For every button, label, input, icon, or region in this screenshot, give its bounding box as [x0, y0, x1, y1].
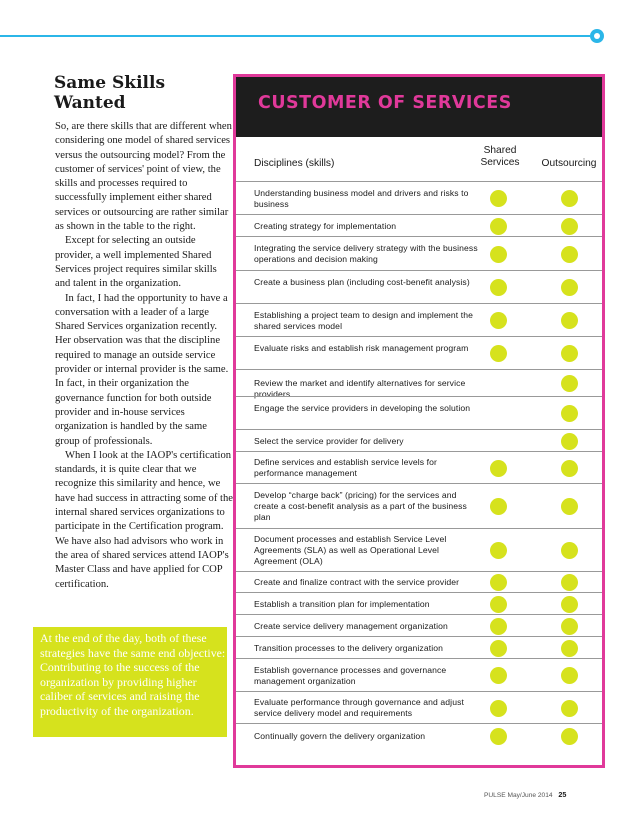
shared-services-dot — [490, 312, 507, 329]
row-label: Transition processes to the delivery organization — [254, 643, 443, 653]
customer-of-services-table — [233, 74, 605, 768]
outsourcing-dot — [561, 279, 578, 296]
shared-services-dot — [490, 460, 507, 477]
row-label: Create service delivery management organization — [254, 621, 448, 631]
paragraph: When I look at the IAOP's certification standards, it is quite clear that we recognize this similarity and hence, we have had success in attracting some of the internal shared services organizations to participate in the Certification program. We have also had advisors who work in the area of shared services attend IAOP's Master Class and have applied for COP certification. — [55, 449, 233, 590]
section-heading — [54, 73, 224, 113]
page-footer — [484, 790, 566, 799]
row-label: Select the service provider for delivery — [254, 436, 404, 446]
outsourcing-dot — [561, 460, 578, 477]
outsourcing-dot — [561, 667, 578, 684]
shared-services-dot — [490, 667, 507, 684]
table-title: CUSTOMER OF SERVICES — [258, 93, 512, 113]
table-row — [236, 614, 602, 636]
table-row — [236, 528, 602, 571]
row-label: Establishing a project team to design and implement the shared services model — [254, 310, 474, 331]
table-row — [236, 236, 602, 270]
table-row — [236, 636, 602, 658]
pull-quote-box — [33, 627, 227, 737]
row-label: Review the market and identify alternatives for service providers — [254, 378, 466, 399]
column-header-disciplines: Disciplines (skills) — [254, 158, 335, 169]
row-label: Define services and establish service levels for performance management — [254, 457, 437, 478]
pull-quote-text: At the end of the day, both of these strategies have the same end objective: Contributing to the success of the organization by providing higher caliber of services and raising the productivity of the organization. — [40, 631, 226, 718]
outsourcing-dot — [561, 433, 578, 450]
column-header-shared-line-1: Shared — [483, 145, 517, 156]
table-row — [236, 723, 602, 747]
outsourcing-dot — [561, 700, 578, 717]
paragraph: Except for selecting an outside provider, a well implemented Shared Services project requires similar skills and talent in the organization. — [55, 235, 217, 290]
outsourcing-dot — [561, 218, 578, 235]
article-body — [55, 120, 233, 592]
row-label: Create and finalize contract with the service provider — [254, 577, 460, 587]
row-label: Evaluate performance through governance and adjust service delivery model and requirements — [254, 697, 464, 718]
outsourcing-dot — [561, 542, 578, 559]
shared-services-dot — [490, 218, 507, 235]
outsourcing-dot — [561, 312, 578, 329]
table-row — [236, 483, 602, 528]
shared-services-dot — [490, 498, 507, 515]
shared-services-dot — [490, 700, 507, 717]
outsourcing-dot — [561, 574, 578, 591]
shared-services-dot — [490, 542, 507, 559]
shared-services-dot — [490, 246, 507, 263]
publication-name: PULSE May/June 2014 — [484, 792, 553, 799]
page-number: 25 — [558, 790, 567, 799]
column-header-shared-line-2: Services — [480, 157, 520, 168]
outsourcing-dot — [561, 246, 578, 263]
column-headers — [236, 137, 602, 181]
shared-services-dot — [490, 728, 507, 745]
shared-services-dot — [490, 618, 507, 635]
row-label: Evaluate risks and establish risk management program — [254, 343, 469, 353]
row-label: Establish a transition plan for implementation — [254, 599, 430, 609]
outsourcing-dot — [561, 728, 578, 745]
table-row — [236, 691, 602, 723]
table-row — [236, 658, 602, 691]
outsourcing-dot — [561, 375, 578, 392]
table-row — [236, 181, 602, 214]
paragraph: So, are there skills that are different when considering one model of shared services versus the outsourcing model? From the customer of services' point of view, the skills and processes required to successfully implement either shared services or outsourcing are rather similar as shown in the table to the right. — [55, 121, 232, 233]
circle-marker-icon — [590, 29, 604, 43]
table-row — [236, 571, 602, 592]
row-label: Continually govern the delivery organization — [254, 731, 426, 741]
column-header-shared-services — [477, 145, 523, 169]
shared-services-dot — [490, 596, 507, 613]
table-row — [236, 429, 602, 451]
heading-line-2: Wanted — [54, 93, 126, 113]
shared-services-dot — [490, 190, 507, 207]
shared-services-dot — [490, 279, 507, 296]
row-label: Creating strategy for implementation — [254, 221, 397, 231]
table-row — [236, 336, 602, 369]
outsourcing-dot — [561, 596, 578, 613]
row-label: Integrating the service delivery strategy with the business operations and decision making — [254, 243, 478, 264]
table-row — [236, 592, 602, 614]
paragraph: In fact, I had the opportunity to have a conversation with a leader of a large Shared Services organization recently. Her observation was that the discipline required to manage an outside service provider or internal provider is the same. In fact, in their organization the governance function for both outside provider and in-house services organization is handled by the same group of professionals. — [55, 292, 229, 447]
column-header-outsourcing: Outsourcing — [541, 158, 597, 169]
shared-services-dot — [490, 345, 507, 362]
table-row — [236, 303, 602, 336]
shared-services-dot — [490, 640, 507, 657]
outsourcing-dot — [561, 345, 578, 362]
row-label: Create a business plan (including cost-benefit analysis) — [254, 277, 470, 287]
table-row — [236, 396, 602, 429]
outsourcing-dot — [561, 190, 578, 207]
table-row — [236, 369, 602, 399]
table-header-bar — [236, 77, 602, 137]
heading-line-1: Same Skills — [54, 73, 166, 93]
row-label: Engage the service providers in developing the solution — [254, 403, 471, 413]
outsourcing-dot — [561, 618, 578, 635]
row-label: Document processes and establish Service Level Agreements (SLA) as well as Operational Level Agreement (OLA) — [254, 534, 447, 566]
table-body — [236, 181, 602, 747]
row-label: Develop “charge back” (pricing) for the services and create a cost-benefit analysis as a part of the business plan — [254, 490, 467, 522]
table-row — [236, 270, 602, 303]
outsourcing-dot — [561, 498, 578, 515]
outsourcing-dot — [561, 405, 578, 422]
top-rule — [0, 35, 590, 37]
row-label: Understanding business model and drivers and risks to business — [254, 188, 469, 209]
table-row — [236, 451, 602, 483]
outsourcing-dot — [561, 640, 578, 657]
row-label: Establish governance processes and governance management organization — [254, 665, 447, 686]
shared-services-dot — [490, 574, 507, 591]
table-row — [236, 214, 602, 236]
